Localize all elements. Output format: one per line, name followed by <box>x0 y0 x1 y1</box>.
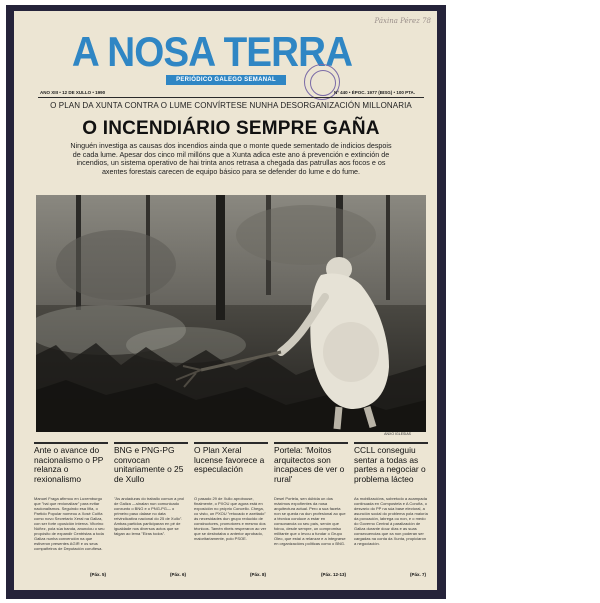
column-headline[interactable]: BNG e PNG-PG convocan unitariamente o 25 de Xullo <box>114 445 184 484</box>
woman-beating-fire-photo <box>36 195 426 432</box>
news-column <box>274 442 348 582</box>
column-headline[interactable]: O Plan Xeral lucense favorece a especulación <box>194 445 265 475</box>
photo-credit: ANXO IGLESIAS <box>384 432 411 436</box>
lead-headline: O INCENDIÁRIO SEMPRE GAÑA <box>82 118 380 139</box>
column-headline[interactable]: Ante o avance do nacionalismo o PP relanza o rexionalismo <box>34 445 104 484</box>
newspaper-page <box>14 11 437 590</box>
column-body: O pasado 29 de Xullo aprobouse, finalmente, o PXOU que agora está en exposición no próprio Concello. Chega, co visto, un PXOU "retocado e axeitado" ás necesidades dun grupo reducido de constructores, promotores e mesmo dos técnicos. Tamén ribeis resperaron ao ver que se desbotaba o anterior aprobado, maioritariamente, polo PSOE. <box>194 496 267 541</box>
lead-kicker: O PLAN DA XUNTA CONTRA O LUME CONVÍRTESE NUNHA DESORGANIZACIÓN MILLONARIA <box>50 101 412 110</box>
column-headline[interactable]: CCLL conseguiu sentar a todas as partes a negociar o problema lácteo <box>354 445 426 484</box>
lead-summary: Ninguén investiga as causas dos incendios ainda que o monte quede sementado de indicios despois de cada lume. Apesar dos cinco mil millóns que a Xunta adica este ano á prevención e extinción de incendios, un sistema operativo de hai trinta anos retrasa a chegada das patrullas aos focos e os axentes forestais carecen de equipo básico para se defender do lume e do fume. <box>70 141 392 176</box>
news-columns <box>34 442 428 582</box>
handwritten-note: Páxina Pérez 78 <box>374 17 431 25</box>
column-page-ref[interactable]: (Páx. 7) <box>409 572 426 577</box>
masthead-title: A NOSA TERRA <box>71 28 353 75</box>
front-page-photo <box>36 195 426 432</box>
news-column <box>354 442 428 582</box>
header-rule <box>38 97 424 98</box>
column-body: As mobilizacións, sobretodo a acampada continuada en Compostela e A Coruña, o desvarío do PP na súa base electoral, a asunción social do problema pola maioría da povoación, labrega ou non, e o medo do Governo Central á paralización de Galiza durante douz días e as suas consecuencias que xa non poderan ser cargadas na conta da Xunta, propiciaron a negociación. <box>354 496 428 546</box>
column-page-ref[interactable]: (Páx. 5) <box>89 572 106 577</box>
column-body: "As andaduras do traballo comun a prol de Galiza —sinalan nun comunicado conxunto o BNG e o PNG-PG— o primeiro paso dalase no data reivindicativa nacional do 25 de Xullo". Ambas partidos participaran en pé de igualdade nos diversos actos que se faigan ao lema "Eiras todos". <box>114 496 185 536</box>
column-page-ref[interactable]: (Páx. 6) <box>169 572 186 577</box>
column-page-ref[interactable]: (Páx. 12-13) <box>320 572 346 577</box>
issue-date: ANO XIII • 12 DE XULLO • 1990 <box>40 90 106 95</box>
column-page-ref[interactable]: (Páx. 8) <box>249 572 266 577</box>
column-body: Manuel Fraga afirmou en Luxemburgo que "hai que rexionalizar" para evitar nacionalismos. Seguindo esa liña, o Partido Popular nomeou a Xosé Cuíña como novo Secretario Xeral na Galiza, con ser forte oposición interna. Vitorino Núñez, pola súa banda, anunciou o seu propósito de expandir Centristas a toda Galiza nunha convención na que estiveron presentes AGIR e os seus compañeiros de Deputación coruñesa. <box>34 496 105 551</box>
column-headline[interactable]: Portela: 'Moitos arquitectos son incapaces de ver o rural' <box>274 445 345 484</box>
issue-number-price: Nº 440 • ÉPOC. 1977 (BISG) • 100 PTA. <box>334 90 415 95</box>
news-column <box>114 442 188 582</box>
news-column <box>34 442 108 582</box>
news-column <box>194 442 268 582</box>
masthead-subtitle: PERIÓDICO GALEGO SEMANAL <box>166 75 286 85</box>
column-body: Desel Portela, sen dúbida un dos máximos expoñentes da nosa arquitectura actual. Pero a sua faceta non se queda na dun profesional ao que a técnica conduce a estar en consonancia co seu país, senón que foirou, desde sempre, un compromiso militante que o levou a fundar o Grupo Oleo, que estaí a relanzar e a integrarse en organizacións políticas como o BNG. <box>274 496 346 546</box>
